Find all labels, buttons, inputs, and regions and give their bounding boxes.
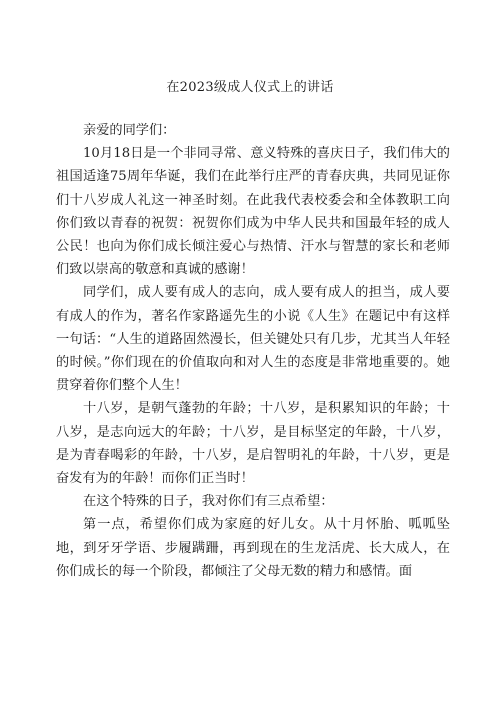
salutation-paragraph: 亲爱的同学们： bbox=[83, 123, 176, 138]
paragraph-first-hope: 第一点，希望你们成为家庭的好儿女。从十月怀胎、呱呱坠地，到牙牙学语、步履蹒跚，再到现在的生龙活虎、长大成人，在你们成长的每一个阶段，都倾注了父母无数的精力和感情。面 bbox=[56, 517, 450, 579]
paragraph-eighteen: 十八岁，是朝气蓬勃的年龄；十八岁，是积累知识的年龄；十八岁，是志向远大的年龄；十八岁，是目标坚定的年龄，十八岁，是为青春喝彩的年龄，十八岁，是启智明礼的年龄，十八岁，更是奋发有为的年龄！而你们正当时！ bbox=[56, 401, 450, 487]
document-title: 在2023级成人仪式上的讲话 bbox=[166, 80, 334, 95]
paragraph-anniversary: 10月18日是一个非同寻常、意义特殊的喜庆日子，我们伟大的祖国适逢75周年华诞，我们在此举行庄严的青春庆典，共同见证你们十八岁成人礼这一神圣时刻。在此我代表校委会和全体教职工向你们致以青春的祝贺：祝贺你们成为中华人民共和国最年轻的成人公民！也向为你们成长倾注爱心与热情、汗水与智慧的家长和老师们致以崇高的敬意和真诚的感谢！ bbox=[56, 146, 450, 278]
paragraph-hopes-intro: 在这个特殊的日子，我对你们有三点希望： bbox=[83, 494, 334, 510]
document-body bbox=[56, 119, 450, 583]
paragraph-aspiration: 同学们，成人要有成人的志向，成人要有成人的担当，成人要有成人的作为，著名作家路遥先生的小说《人生》在题记中有这样一句话：“人生的道路固然漫长，但关键处只有几步，尤其当人年轻的时候。”你们现在的价值取向和对人生的态度是非常地重要的。她贯穿着你们整个人生！ bbox=[56, 285, 450, 394]
